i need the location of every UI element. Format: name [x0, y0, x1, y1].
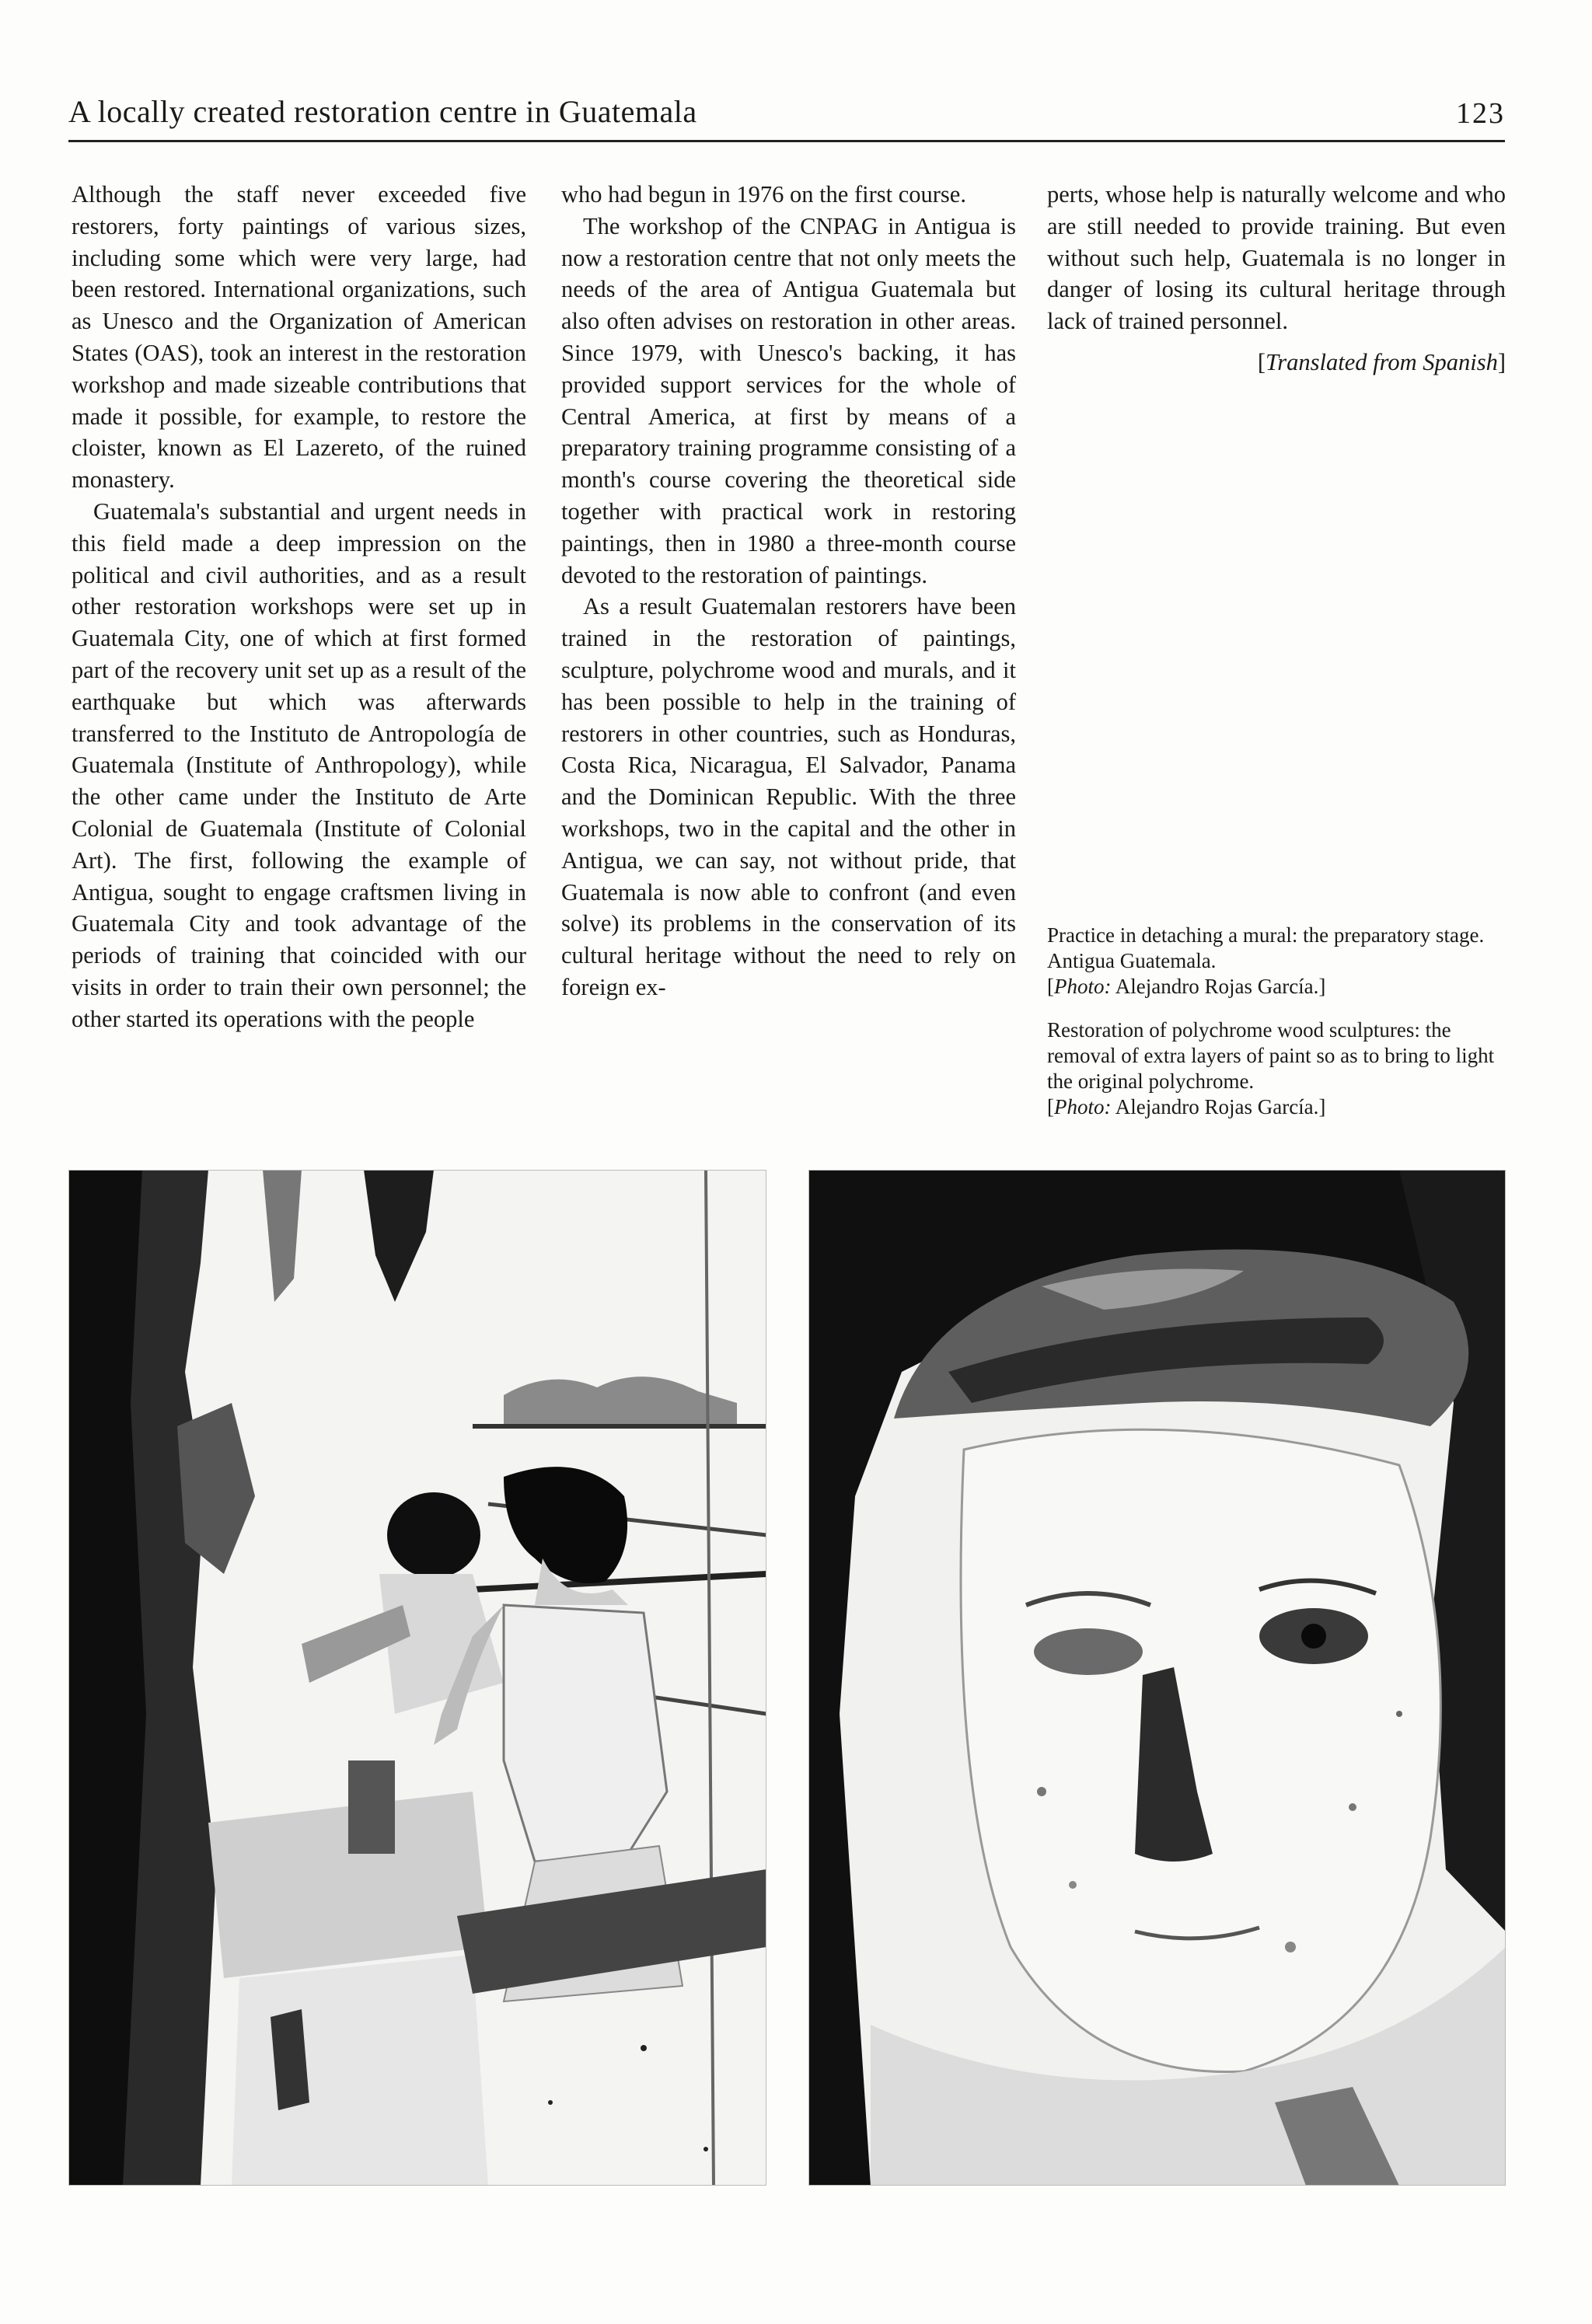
photo-mural-detaching: [68, 1170, 766, 2186]
running-head: [68, 87, 1505, 142]
photo-credit: Alejandro Rojas García.: [1115, 975, 1319, 998]
text-column-3: [1047, 179, 1506, 379]
paragraph: perts, whose help is naturally welcome and who are still needed to provide training. But even without such help, Guatemala is no longer in danger of losing its cultural heritage through lack of trained personnel.: [1047, 181, 1506, 335]
photo-caption-mural: Practice in detaching a mural: the preparatory stage. Antigua Guatemala. [Photo: Alejandro Rojas García.]: [1047, 923, 1485, 998]
running-title: A locally created restoration centre in Guatemala: [68, 94, 697, 129]
photo-label: Photo:: [1054, 1095, 1112, 1118]
caption-text: Restoration of polychrome wood sculptures: the removal of extra layers of paint so as to bring to light the original polychrome.: [1047, 1018, 1495, 1093]
page-number: 123: [1456, 97, 1505, 130]
text-column-1: [72, 179, 526, 1035]
text-column-2: [561, 179, 1016, 1003]
photo-sculpture-restoration: [808, 1170, 1506, 2186]
translation-note: [Translated from Spanish]: [1257, 348, 1506, 375]
translation-label: Translated from Spanish: [1265, 348, 1498, 375]
caption-text: Practice in detaching a mural: the preparatory stage. Antigua Guatemala.: [1047, 923, 1485, 972]
photo-mural-image: [68, 1170, 766, 2186]
paragraph: Although the staff never exceeded five restorers, forty paintings of various sizes, including some which were very large, had been restored. International organizations, such as Unesco and the Organization of American States (OAS), took an interest in the restoration workshop and made sizeable contributions that made it possible, for example, to restore the cloister, known as El Lazereto, of the ruined monastery.: [72, 181, 526, 494]
photo-sculpture-image: [808, 1170, 1506, 2186]
photo-credit: Alejandro Rojas García.: [1115, 1095, 1319, 1118]
paragraph: The workshop of the CNPAG in Antigua is now a restoration centre that not only meets the needs of the area of Antigua Guatemala but also often advises on restoration in other areas. Since 1979, with Unesco's backing, it has provided support services for the whole of Central America, at first by means of a preparatory training programme consisting of a month's course covering the theoretical side together with practical work in restoring paintings, then in 1980 a three-month course devoted to the restoration of paintings.: [561, 212, 1016, 588]
photo-caption-sculpture: Restoration of polychrome wood sculptures: the removal of extra layers of paint so as to bring to light the original polychrome. [Photo: Alejandro Rojas García.]: [1047, 1018, 1495, 1118]
paragraph: Guatemala's substantial and urgent needs in this field made a deep impression on the political and civil authorities, and as a result other restoration workshops were set up in Guatemala City, one of which at first formed part of the recovery unit set up as a result of the earthquake but which was afterwards transferred to the Instituto de Antropología de Guatemala (Institute of Anthropology), while the other came under the Instituto de Arte Colonial de Guatemala (Institute of Colonial Art). The first, following the example of Antigua, sought to engage craftsmen living in Guatemala City and took advantage of the periods of training that coincided with our visits in order to train their own personnel; the other started its operations with the people: [72, 497, 526, 1032]
paragraph: As a result Guatemalan restorers have been trained in the restoration of paintings, sculpture, polychrome wood and murals, and it has been possible to help in the training of restorers in other countries, such as Honduras, Costa Rica, Nicaragua, El Salvador, Panama and the Dominican Republic. With the three workshops, two in the capital and the other in Antigua, we can say, not without pride, that Guatemala is now able to confront (and even solve) its problems in the conservation of its cultural heritage without the need to rely on foreign ex-: [561, 593, 1016, 1000]
photo-label: Photo:: [1054, 975, 1112, 998]
paragraph: who had begun in 1976 on the first course.: [561, 181, 966, 208]
